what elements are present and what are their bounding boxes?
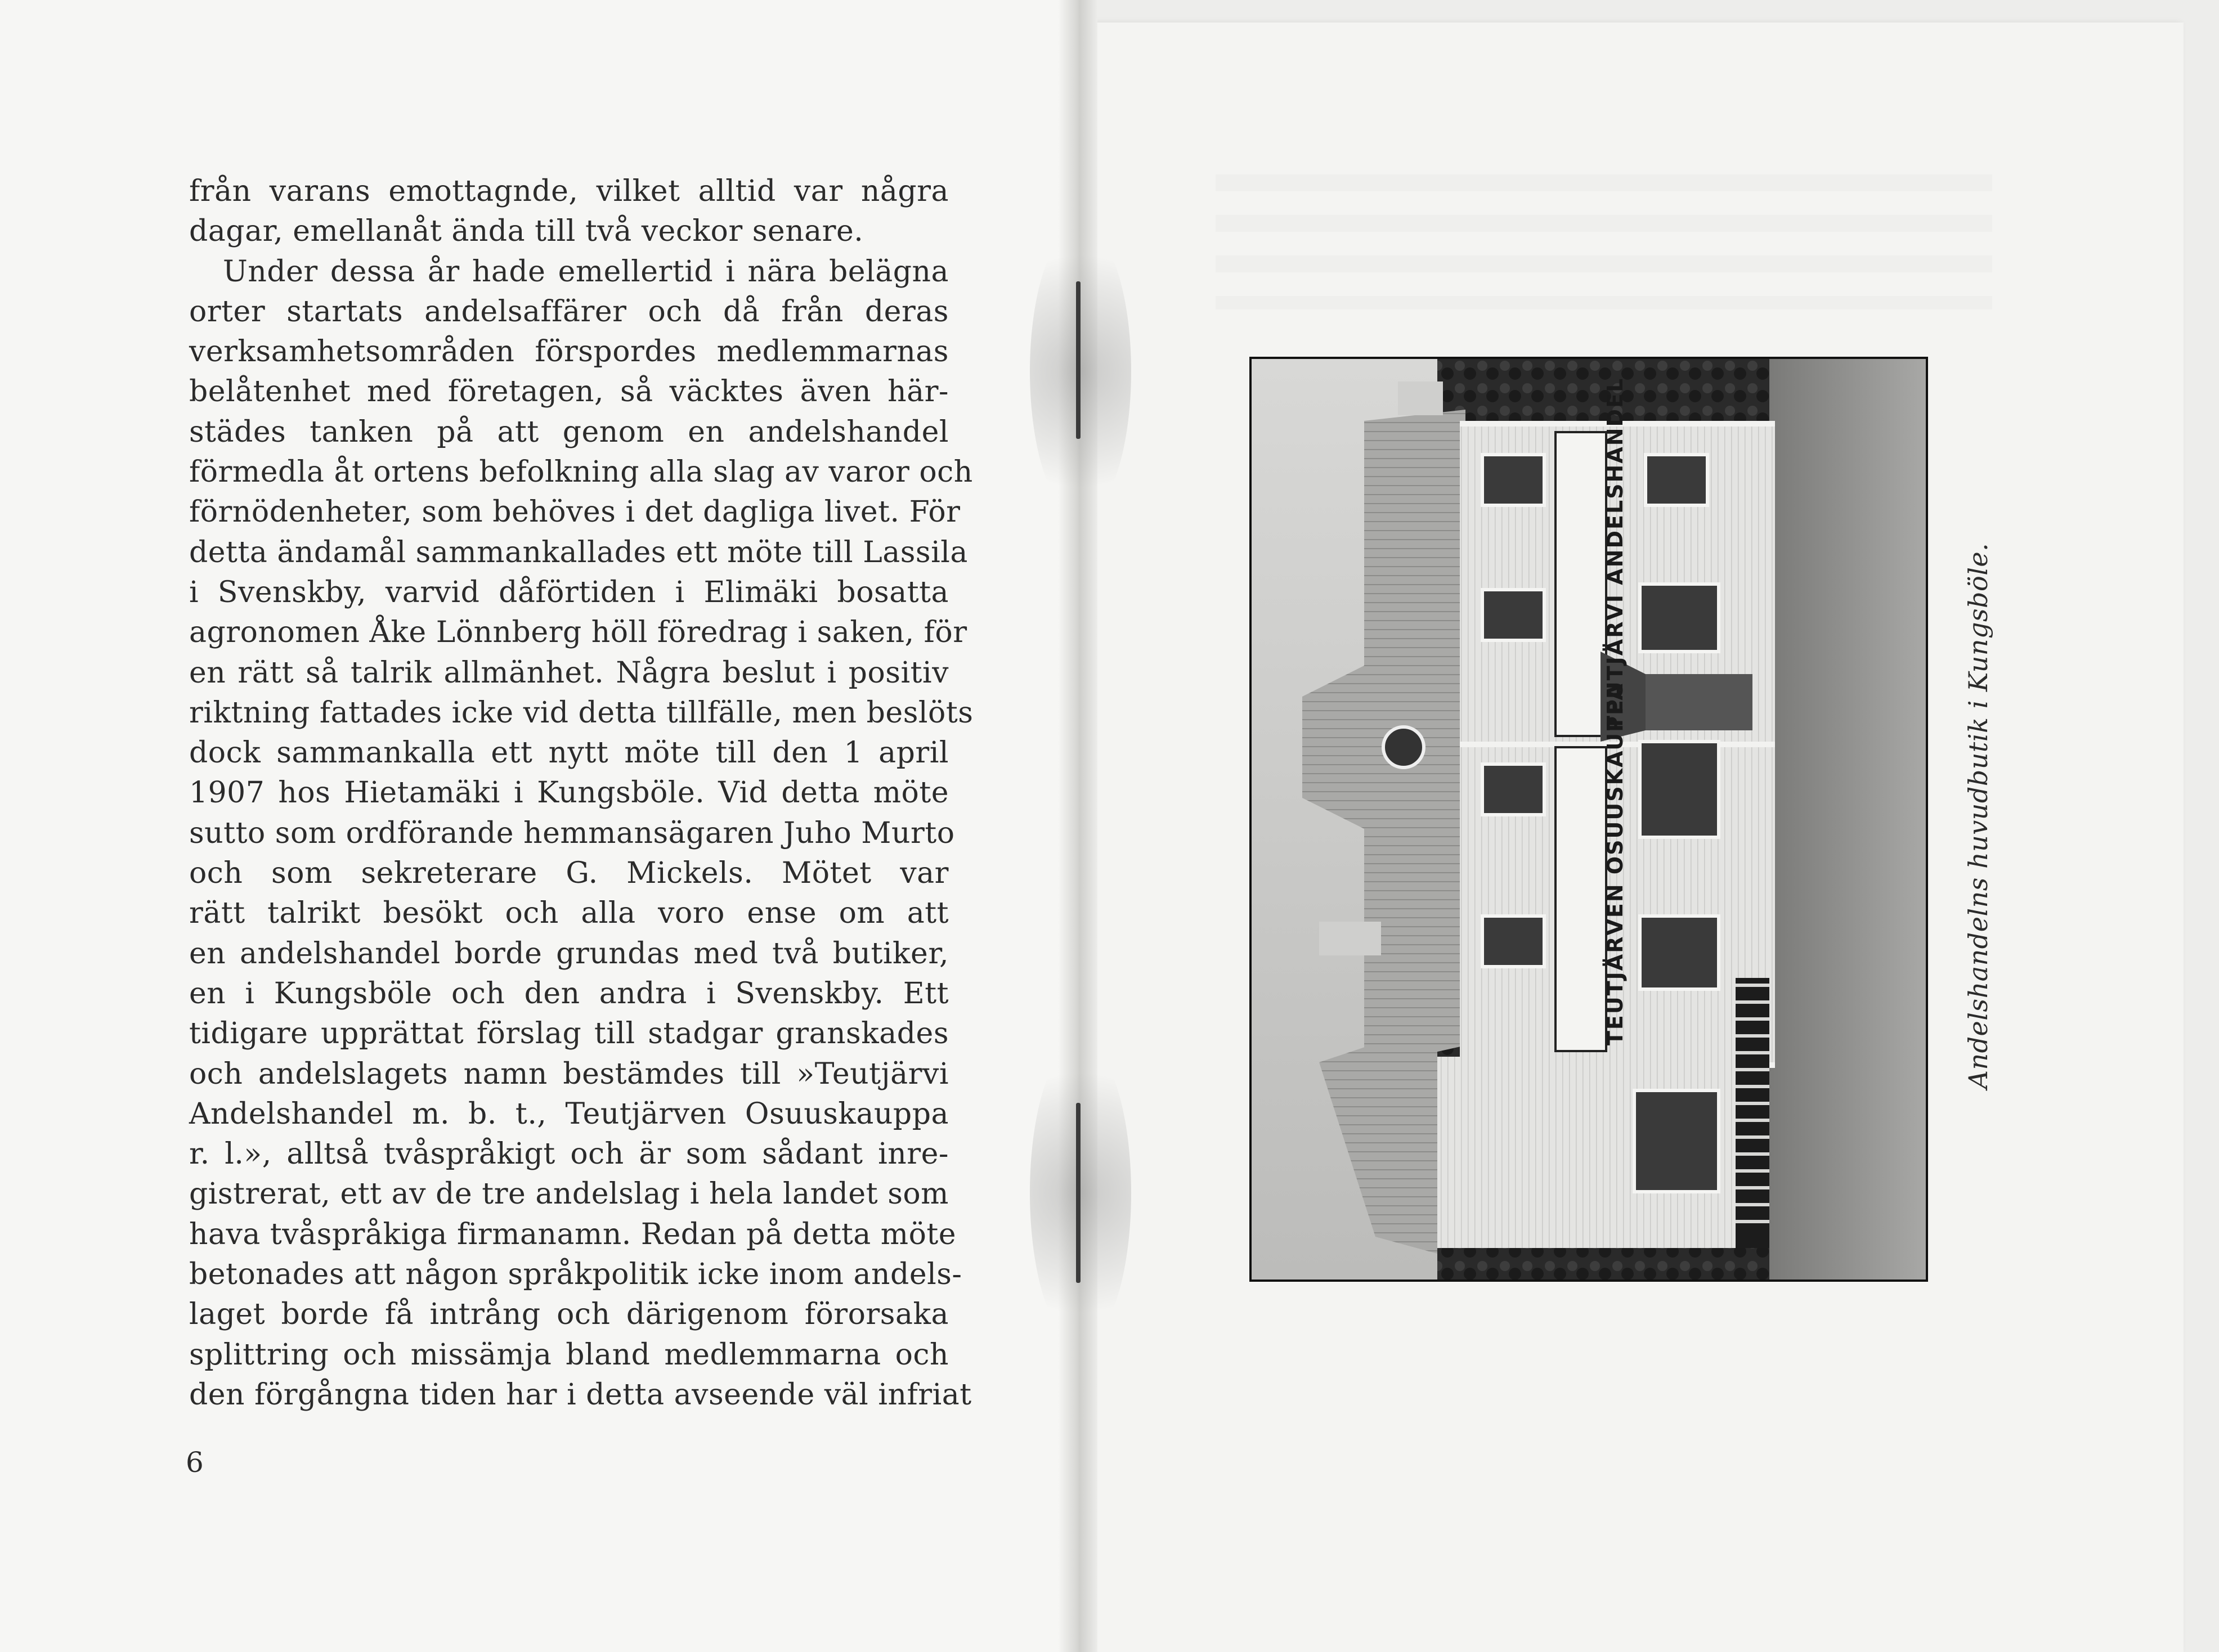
- text-line: från varans emottagnde, vilket alltid var några: [189, 174, 949, 208]
- text-line: belåtenhet med företagen, så väcktes även här-: [189, 375, 949, 409]
- text-line: en i Kungsböle och den andra i Svenskby. Ett: [189, 976, 949, 1011]
- text-line: r. l.», alltså tvåspråkigt och är som sådant inre-: [189, 1137, 949, 1171]
- staple: [1076, 281, 1081, 439]
- text-line: 1907 hos Hietamäki i Kungsböle. Vid detta möte: [189, 776, 949, 810]
- text-line: sutto som ordförande hemmansägaren Juho Murto: [189, 816, 955, 850]
- sign-lower: TEUTJÄRVEN OSUUSKAUPPA: [1603, 683, 1628, 1045]
- text-line: en andelshandel borde grundas med två butiker,: [189, 936, 949, 971]
- text-line: rätt talrikt besökt och alla voro ense om att: [189, 896, 949, 931]
- staple-stain: [1030, 225, 1131, 518]
- text-line: betonades att någon språkpolitik icke inom andels-: [189, 1258, 962, 1292]
- text-line: förmedla åt ortens befolkning alla slag av varor och: [189, 455, 973, 490]
- text-line: hava tvåspråkiga firmanamn. Redan på detta möte: [189, 1217, 957, 1251]
- text-line: riktning fattades icke vid detta tillfälle, men beslöts: [189, 695, 974, 730]
- text-line: tidigare upprättat förslag till stadgar granskades: [189, 1017, 949, 1051]
- text-line: splittring och missämja bland medlemmarna och: [189, 1337, 949, 1372]
- text-line: den förgångna tiden har i detta avseende väl infriat: [189, 1377, 972, 1412]
- text-line: Under dessa år hade emellertid i nära belägna: [223, 254, 949, 289]
- show-through-text: [1216, 174, 1992, 309]
- text-line: Andelshandel m. b. t., Teutjärven Osuuskauppa: [189, 1097, 949, 1131]
- staple-stain: [1030, 1041, 1131, 1345]
- text-line: förnödenheter, som behöves i det dagliga livet. För: [189, 495, 961, 529]
- photo-caption: Andelshandelns huvudbutik i Kungsböle.: [1963, 542, 1993, 1089]
- text-line: detta ändamål sammankallades ett möte till Lassila: [189, 535, 968, 569]
- page-number: 6: [186, 1446, 204, 1479]
- text-line: en rätt så talrik allmänhet. Några beslut i positiv: [189, 656, 949, 690]
- sign-upper: TEUTJÄRVI ANDELSHANDEL: [1603, 377, 1628, 730]
- text-line: dagar, emellanåt ända till två veckor senare.: [189, 214, 864, 249]
- text-line: orter startats andelsaffärer och då från deras: [189, 294, 949, 329]
- staple: [1076, 1103, 1081, 1283]
- body-text: [189, 172, 974, 1415]
- text-line: i Svenskby, varvid dåförtiden i Elimäki bosatta: [189, 575, 949, 609]
- text-line: gistrerat, ett av de tre andelslag i hela landet som: [189, 1177, 949, 1211]
- left-page: [0, 0, 1075, 1652]
- photo-image: [1252, 359, 1926, 1280]
- text-line: verksamhetsområden förspordes medlemmarnas: [189, 335, 949, 369]
- text-line: agronomen Åke Lönnberg höll föredrag i saken, för: [189, 616, 967, 650]
- text-line: städes tanken på att genom en andelshandel: [189, 415, 949, 449]
- text-line: och andelslagets namn bestämdes till »Teutjärvi: [189, 1057, 949, 1091]
- store-photograph: [1249, 357, 1928, 1282]
- text-line: laget borde få intrång och därigenom förorsaka: [189, 1298, 949, 1332]
- text-line: och som sekreterare G. Mickels. Mötet var: [189, 856, 949, 891]
- text-line: dock sammankalla ett nytt möte till den 1 april: [189, 736, 949, 770]
